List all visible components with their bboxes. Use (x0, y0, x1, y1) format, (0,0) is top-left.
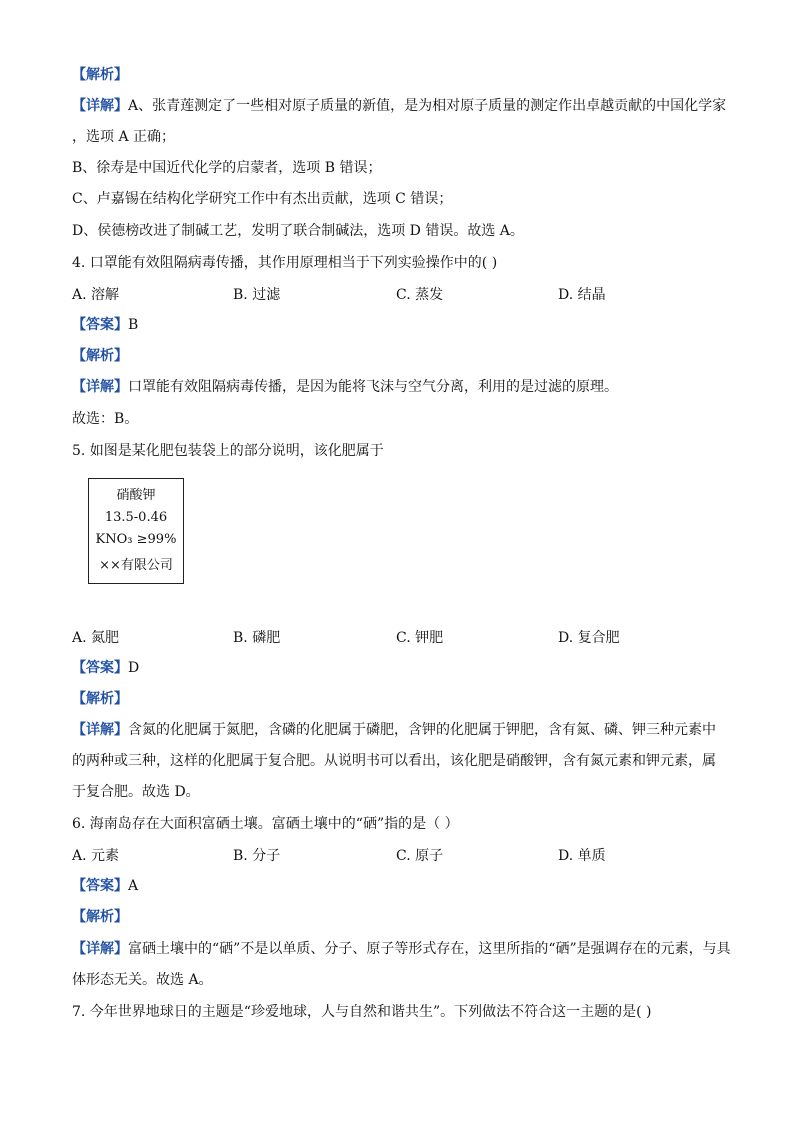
q4-conclusion: 故选：B。 (72, 411, 139, 427)
q4-option-b: B. 过滤 (233, 287, 281, 303)
label-code: 13.5-0.46 (104, 510, 168, 525)
q4-answer: 【答案】B (72, 317, 139, 333)
q4-question: 4. 口罩能有效阻隔病毒传播，其作用原理相当于下列实验操作中的( ) (72, 255, 498, 271)
q4-option-d: D. 结晶 (558, 287, 606, 303)
q3-detail-line1: 【详解】A、张青莲测定了一些相对原子质量的新值，是为相对原子质量的测定作出卓越贡献的中国化学家 (72, 98, 727, 114)
q3-analysis-tag: 【解析】 (72, 67, 128, 83)
q3-detail-line2: ，选项 A 正确； (72, 129, 176, 145)
label-name: 硝酸钾 (116, 488, 156, 503)
q3-line-d: D、侯德榜改进了制碱工艺，发明了联合制碱法，选项 D 错误。故选 A。 (72, 223, 524, 239)
label-company: ××有限公司 (99, 558, 173, 573)
q6-question: 6. 海南岛存在大面积富硒土壤。富硒土壤中的“硒”指的是（ ） (72, 816, 459, 832)
q5-detail-line1: 【详解】含氮的化肥属于氮肥，含磷的化肥属于磷肥，含钾的化肥属于钾肥，含有氮、磷、钾三种元素中 (72, 722, 716, 738)
fertilizer-label-box (88, 478, 184, 584)
q4-option-a: A. 溶解 (72, 287, 120, 303)
q5-answer: 【答案】D (72, 660, 140, 676)
q5-option-c: C. 钾肥 (396, 630, 444, 646)
q6-analysis-tag: 【解析】 (72, 909, 128, 925)
q5-option-a: A. 氮肥 (72, 630, 120, 646)
q4-detail: 【详解】口罩能有效阻隔病毒传播，是因为能将飞沫与空气分离，利用的是过滤的原理。 (72, 379, 618, 395)
q3-line-b: B、徐寿是中国近代化学的启蒙者，选项 B 错误； (72, 160, 382, 176)
q6-option-d: D. 单质 (558, 848, 606, 864)
q6-detail-line1: 【详解】富硒土壤中的“硒”不是以单质、分子、原子等形式存在，这里所指的“硒”是强调存在的元素，与具 (72, 941, 731, 957)
q6-option-a: A. 元素 (72, 848, 120, 864)
label-formula: KNO₃ ≥99% (95, 532, 177, 547)
q5-analysis-tag: 【解析】 (72, 691, 128, 707)
q6-option-b: B. 分子 (233, 848, 281, 864)
q7-question: 7. 今年世界地球日的主题是“珍爱地球，人与自然和谐共生”。下列做法不符合这一主题的是( ) (72, 1004, 652, 1020)
q5-detail-line3: 于复合肥。故选 D。 (72, 784, 200, 800)
q6-detail-line2: 体形态无关。故选 A。 (72, 972, 213, 988)
q4-option-c: C. 蒸发 (396, 287, 444, 303)
q5-option-b: B. 磷肥 (233, 630, 281, 646)
q5-detail-line2: 的两种或三种，这样的化肥属于复合肥。从说明书可以看出，该化肥是硝酸钾，含有氮元素和钾元素，属 (72, 753, 716, 769)
q4-analysis-tag: 【解析】 (72, 348, 128, 364)
q6-answer: 【答案】A (72, 878, 139, 894)
q3-line-c: C、卢嘉锡在结构化学研究工作中有杰出贡献，选项 C 错误； (72, 191, 453, 207)
q5-question: 5. 如图是某化肥包装袋上的部分说明，该化肥属于 (72, 443, 384, 459)
q5-option-d: D. 复合肥 (558, 630, 620, 646)
q6-option-c: C. 原子 (396, 848, 444, 864)
